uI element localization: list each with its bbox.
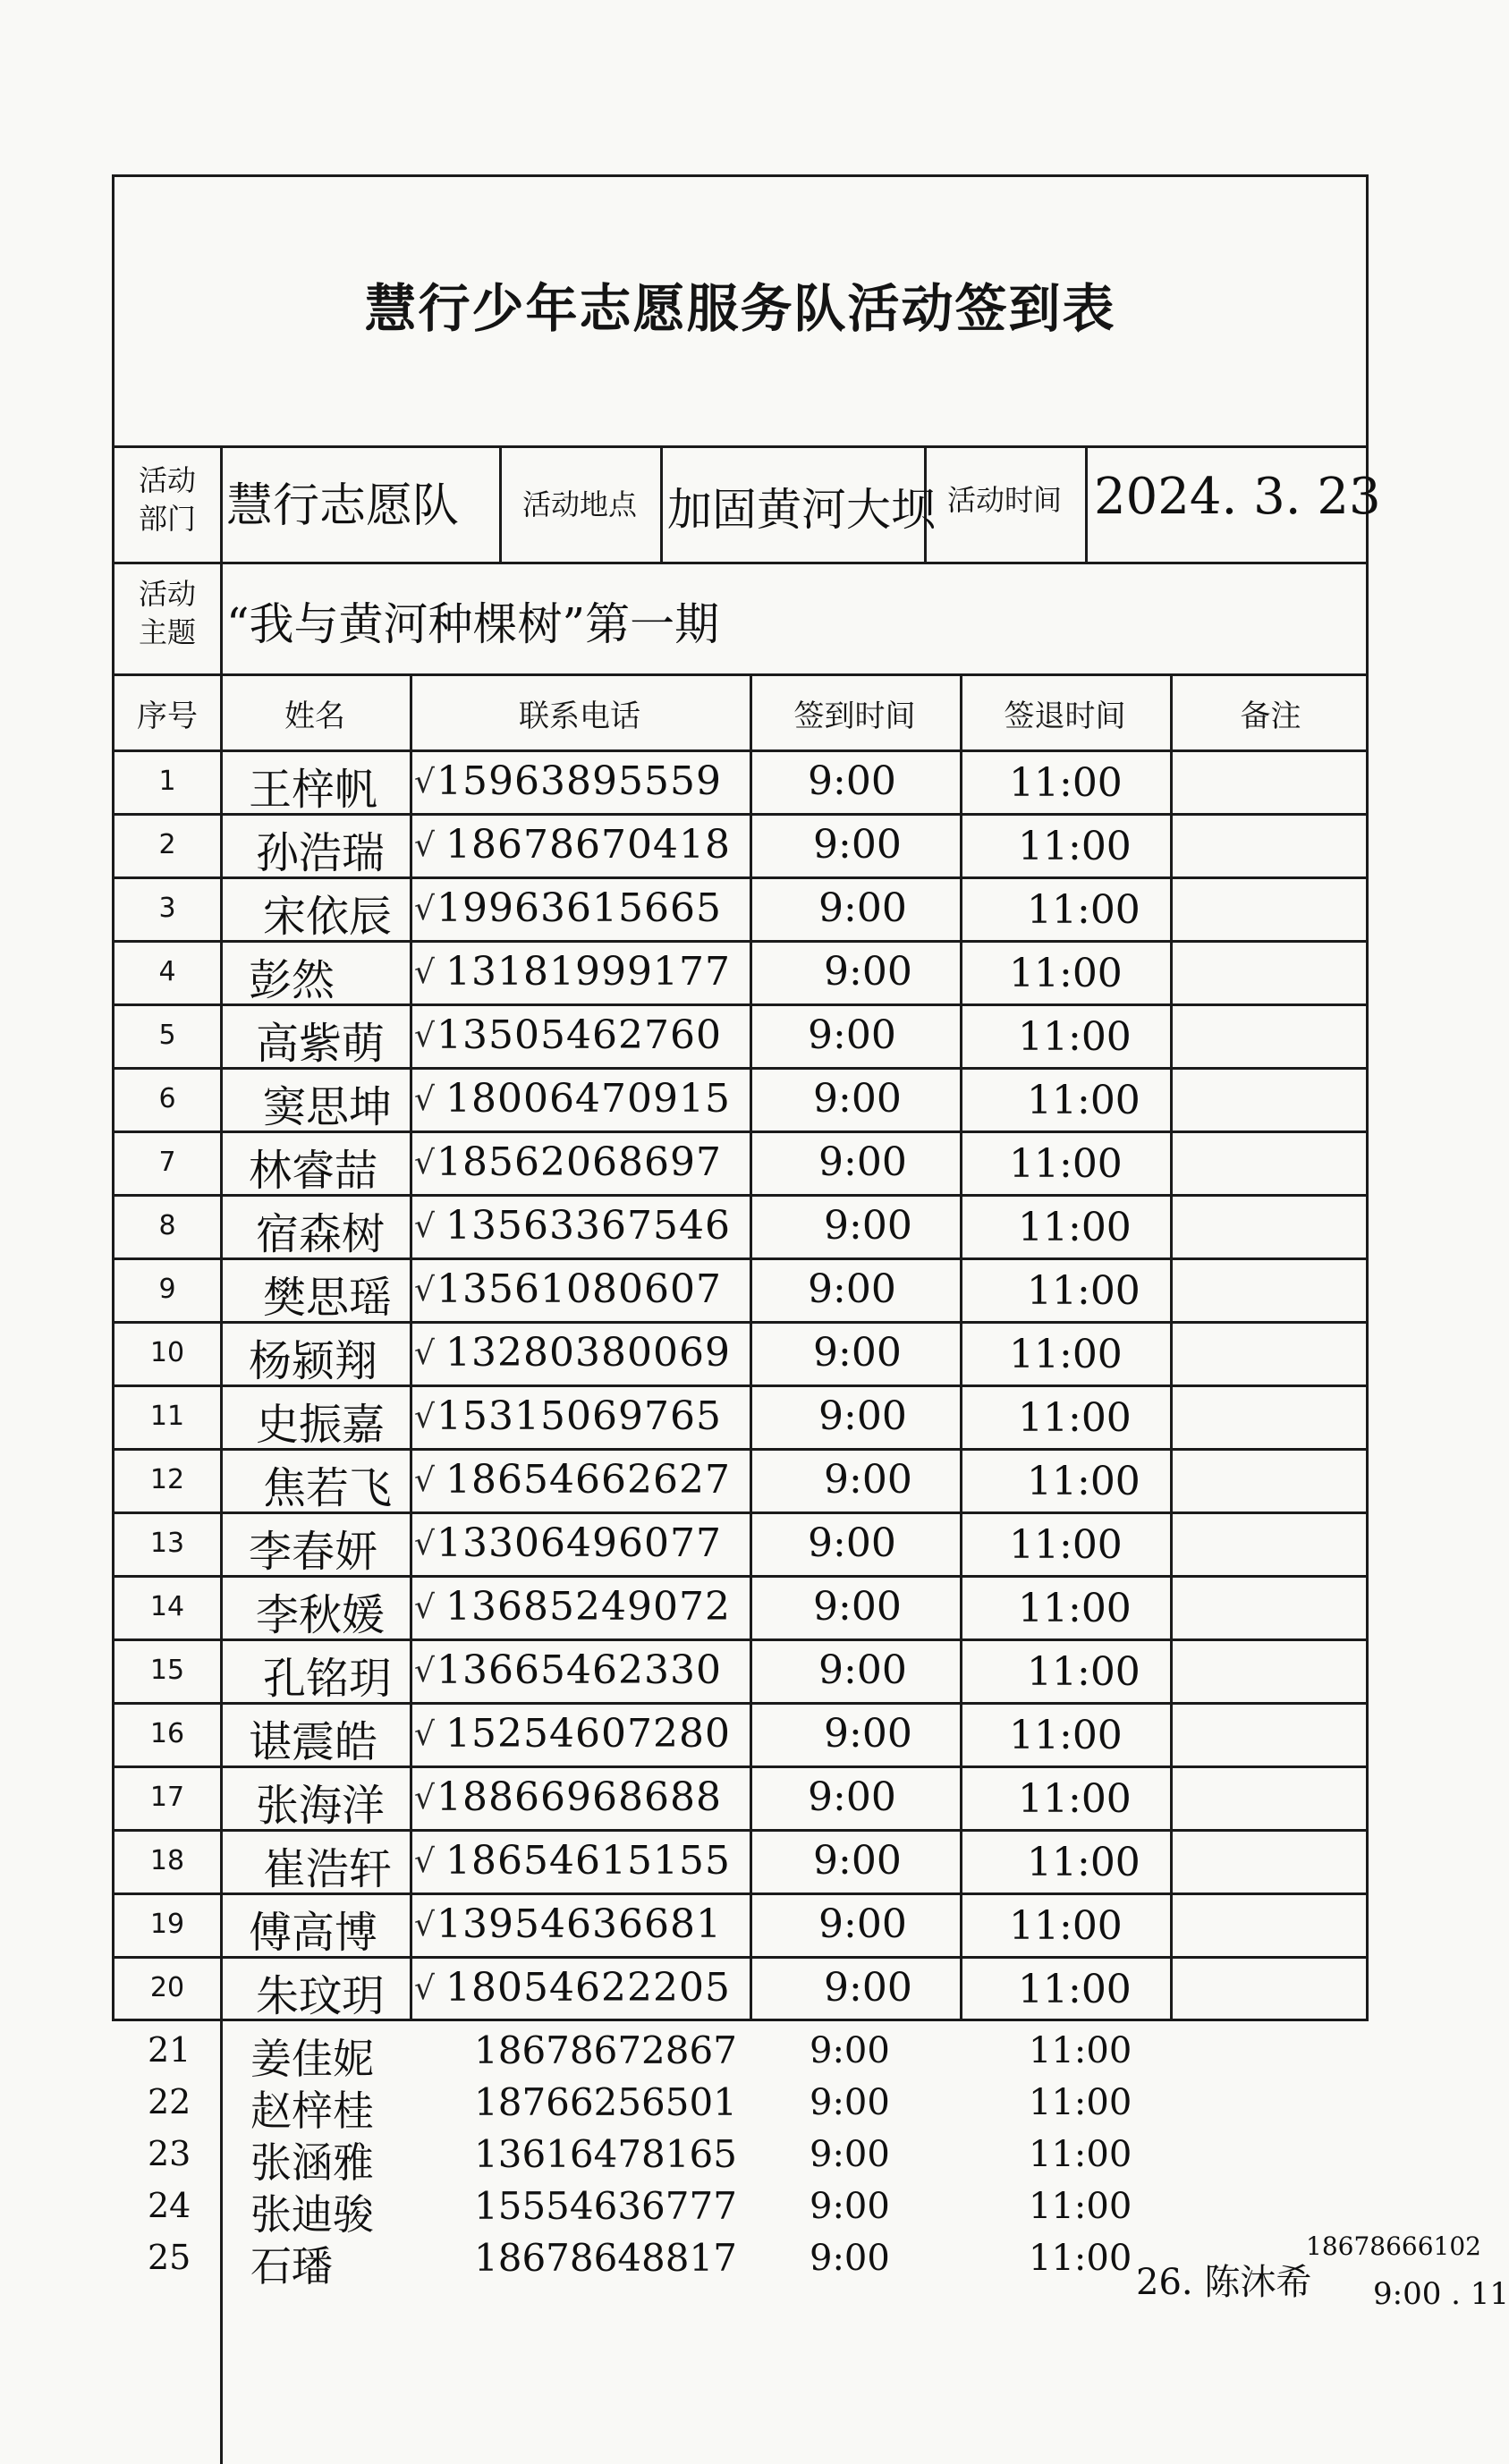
signer-phone: 13685249072 (445, 1584, 731, 1630)
checkin-time: 9:00 (808, 1012, 896, 1058)
note-26-time: 9:00 . 11 (1373, 2276, 1509, 2312)
row-number: 12 (149, 1464, 185, 1495)
check-mark: √ (414, 1272, 435, 1308)
signer-phone: 13181999177 (445, 949, 731, 995)
check-mark: √ (414, 1018, 435, 1054)
divider (1085, 445, 1088, 562)
checkout-time: 11:00 (1027, 1268, 1140, 1314)
col-header-remark: 备注 (1240, 699, 1301, 734)
row-number: 25 (148, 2238, 191, 2277)
checkout-time: 11:00 (1018, 1014, 1132, 1060)
row-number: 5 (158, 1020, 176, 1051)
row-number: 2 (158, 829, 176, 860)
checkout-time: 11:00 (1027, 1840, 1140, 1885)
checkout-time: 11:00 (1009, 760, 1123, 806)
signer-phone: 18866968688 (437, 1774, 722, 1820)
checkout-time: 11:00 (1027, 1078, 1140, 1123)
check-mark: √ (414, 1780, 435, 1816)
signer-name: 孔铭玥 (263, 1654, 393, 1704)
col-header-no: 序号 (137, 699, 198, 734)
signer-name: 樊思瑶 (263, 1273, 393, 1323)
dept-value: 慧行志愿队 (226, 479, 460, 533)
check-mark: √ (414, 827, 435, 864)
checkin-time: 9:00 (813, 822, 902, 868)
signer-name: 李春妍 (249, 1527, 378, 1577)
check-mark: √ (414, 1399, 435, 1435)
checkout-time: 11:00 (1027, 887, 1140, 933)
signer-phone: 13561080607 (437, 1266, 722, 1312)
place-value: 加固黄河大坝 (667, 484, 936, 536)
signer-phone: 13505462760 (437, 1012, 722, 1058)
signer-phone: 18562068697 (437, 1139, 722, 1185)
col-header-phone: 联系电话 (519, 699, 640, 734)
checkout-time: 11:00 (1018, 1395, 1132, 1441)
checkout-time: 11:00 (1009, 1141, 1123, 1187)
signer-name: 宿森树 (256, 1209, 386, 1259)
signer-phone: 18654615155 (445, 1838, 731, 1884)
row-number: 1 (158, 766, 176, 797)
check-mark: √ (414, 1907, 435, 1943)
signin-sheet (112, 174, 1381, 2021)
checkin-time: 9:00 (818, 1647, 907, 1693)
checkout-time: 11:00 (1018, 1586, 1132, 1631)
checkin-time: 9:00 (824, 1711, 912, 1757)
signer-phone: 19963615665 (437, 885, 722, 931)
row-number: 21 (148, 2030, 191, 2070)
signer-phone: 13280380069 (445, 1330, 731, 1376)
note-26-phone: 18678666102 (1306, 2231, 1481, 2261)
divider (1170, 673, 1173, 2021)
check-mark: √ (414, 1462, 435, 1499)
checkin-time: 9:00 (808, 1266, 896, 1312)
signer-name: 张迪骏 (250, 2190, 374, 2239)
row-number: 7 (158, 1147, 176, 1178)
check-mark: √ (414, 1526, 435, 1562)
signer-name: 赵梓桂 (250, 2087, 374, 2135)
checkin-time: 9:00 (818, 1139, 907, 1185)
signer-phone: 15963895559 (437, 758, 722, 804)
signer-phone: 13306496077 (437, 1520, 722, 1566)
signer-phone: 18678648817 (474, 2236, 737, 2280)
row-number: 13 (149, 1528, 185, 1559)
signer-phone: 18766256501 (474, 2080, 737, 2124)
check-mark: √ (414, 1335, 435, 1372)
divider (750, 673, 752, 2021)
signer-name: 窦思坤 (263, 1082, 393, 1132)
signer-name: 石璠 (250, 2242, 333, 2290)
check-mark: √ (414, 1716, 435, 1753)
checkin-time: 9:00 (818, 1901, 907, 1947)
row-number: 17 (149, 1782, 185, 1813)
row-divider (114, 749, 1366, 752)
checkin-time: 9:00 (810, 2082, 890, 2123)
row-number: 4 (158, 956, 176, 987)
signer-phone: 18678672867 (474, 2028, 737, 2072)
checkin-time: 9:00 (808, 1520, 896, 1566)
signer-name: 孙浩瑞 (256, 828, 386, 878)
signer-phone: 13616478165 (474, 2132, 737, 2176)
signer-name: 姜佳妮 (250, 2035, 374, 2083)
signer-name: 谌震皓 (249, 1717, 378, 1767)
checkout-time: 11:00 (1029, 2186, 1132, 2227)
time-value: 2024. 3. 23 (1094, 468, 1381, 526)
row-number: 15 (149, 1655, 185, 1686)
checkout-time: 11:00 (1027, 1459, 1140, 1504)
signer-phone: 18054622205 (445, 1965, 731, 2011)
col-header-name: 姓名 (284, 699, 345, 734)
row-number: 18 (149, 1845, 185, 1876)
check-mark: √ (414, 1081, 435, 1118)
signer-name: 彭然 (249, 955, 335, 1005)
row-number: 24 (148, 2186, 191, 2225)
row-number: 9 (158, 1274, 176, 1305)
signer-name: 崔浩轩 (263, 1844, 393, 1894)
signer-name: 杨颍翔 (249, 1336, 378, 1386)
signer-phone: 13665462330 (437, 1647, 722, 1693)
theme-value: “我与黄河种棵树”第一期 (226, 598, 720, 650)
checkout-time: 11:00 (1018, 1967, 1132, 2012)
checkin-time: 9:00 (813, 1330, 902, 1376)
row-number: 20 (149, 1972, 185, 2003)
row-number: 23 (148, 2134, 191, 2173)
check-mark: √ (414, 1145, 435, 1181)
checkout-time: 11:00 (1018, 1776, 1132, 1822)
signer-name: 王梓帆 (249, 765, 378, 815)
check-mark: √ (414, 1589, 435, 1626)
divider (114, 562, 1366, 564)
time-label: 活动时间 (946, 483, 1062, 517)
theme-label: 活动 主题 (138, 577, 196, 650)
checkin-time: 9:00 (818, 885, 907, 931)
checkin-time: 9:00 (824, 1965, 912, 2011)
divider (114, 673, 1366, 676)
checkin-time: 9:00 (813, 1838, 902, 1884)
signer-name: 林睿喆 (249, 1146, 378, 1196)
checkin-time: 9:00 (810, 2030, 890, 2071)
row-number: 3 (158, 893, 176, 924)
signer-name: 张涵雅 (250, 2138, 374, 2187)
checkout-time: 11:00 (1029, 2238, 1132, 2279)
row-number: 22 (148, 2082, 191, 2121)
checkout-time: 11:00 (1027, 1649, 1140, 1695)
signer-name: 高紫萌 (256, 1019, 386, 1069)
check-mark: √ (414, 1653, 435, 1689)
checkin-time: 9:00 (810, 2238, 890, 2279)
signer-phone: 18654662627 (445, 1457, 731, 1503)
checkout-time: 11:00 (1009, 951, 1123, 996)
check-mark: √ (414, 891, 435, 927)
place-label: 活动地点 (521, 487, 637, 521)
checkout-time: 11:00 (1009, 1332, 1123, 1377)
divider (660, 445, 663, 562)
checkout-time: 11:00 (1018, 824, 1132, 869)
checkin-time: 9:00 (813, 1076, 902, 1122)
signer-name: 李秋媛 (256, 1590, 386, 1640)
col-header-checkout: 签退时间 (1004, 699, 1126, 734)
note-26: 26. 陈沐希 (1136, 2262, 1312, 2303)
signer-phone: 13954636681 (437, 1901, 722, 1947)
checkin-time: 9:00 (810, 2134, 890, 2175)
form-title: 慧行少年志愿服务队活动签到表 (364, 278, 1116, 339)
row-number: 14 (149, 1591, 185, 1622)
row-number: 6 (158, 1083, 176, 1114)
signer-name: 宋依辰 (263, 892, 393, 942)
signer-phone: 13563367546 (445, 1203, 731, 1249)
checkout-time: 11:00 (1029, 2030, 1132, 2071)
check-mark: √ (414, 1970, 435, 2007)
row-number: 11 (149, 1401, 185, 1432)
divider (960, 673, 962, 2021)
checkout-time: 11:00 (1009, 1903, 1123, 1949)
row-number: 10 (149, 1337, 185, 1368)
divider (220, 445, 223, 2464)
divider (114, 445, 1366, 448)
col-header-checkin: 签到时间 (793, 699, 916, 734)
divider (410, 673, 412, 2021)
checkin-time: 9:00 (824, 949, 912, 995)
signer-name: 傅高博 (249, 1908, 378, 1958)
checkin-time: 9:00 (824, 1203, 912, 1249)
row-number: 8 (158, 1210, 176, 1241)
checkout-time: 11:00 (1009, 1522, 1123, 1568)
check-mark: √ (414, 954, 435, 991)
row-number: 19 (149, 1909, 185, 1940)
checkin-time: 9:00 (808, 758, 896, 804)
checkin-time: 9:00 (824, 1457, 912, 1503)
check-mark: √ (414, 1843, 435, 1880)
signer-phone: 15554636777 (474, 2184, 737, 2228)
checkin-time: 9:00 (808, 1774, 896, 1820)
signer-phone: 18006470915 (445, 1076, 731, 1122)
checkout-time: 11:00 (1029, 2082, 1132, 2123)
signer-name: 张海洋 (256, 1781, 386, 1831)
checkin-time: 9:00 (813, 1584, 902, 1630)
check-mark: √ (414, 1208, 435, 1245)
signer-phone: 15254607280 (445, 1711, 731, 1757)
signer-name: 焦若飞 (263, 1463, 393, 1513)
checkout-time: 11:00 (1029, 2134, 1132, 2175)
signer-phone: 18678670418 (445, 822, 731, 868)
dept-label: 活动 部门 (138, 463, 196, 537)
checkin-time: 9:00 (818, 1393, 907, 1439)
signer-name: 史振嘉 (256, 1400, 386, 1450)
checkout-time: 11:00 (1018, 1205, 1132, 1250)
signer-name: 朱玟玥 (256, 1971, 386, 2021)
row-number: 16 (149, 1718, 185, 1749)
check-mark: √ (414, 764, 435, 800)
signer-phone: 15315069765 (437, 1393, 722, 1439)
checkout-time: 11:00 (1009, 1713, 1123, 1758)
checkin-time: 9:00 (810, 2186, 890, 2227)
